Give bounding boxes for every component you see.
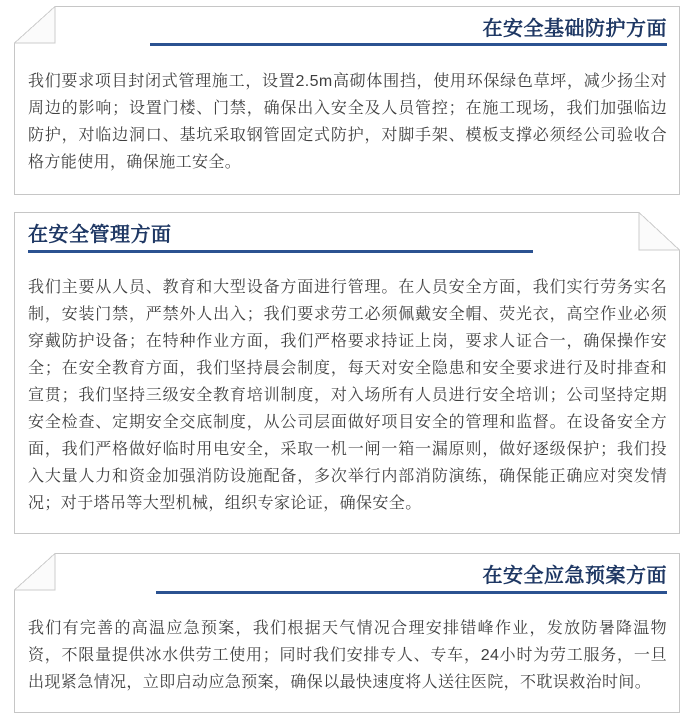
section-title: 在安全基础防护方面	[482, 18, 667, 40]
section-card-safety-management	[14, 212, 680, 534]
section-card-basic-protection	[14, 6, 680, 195]
section-body: 我们要求项目封闭式管理施工，设置2.5m高砌体围挡，使用环保绿色草坪，减少扬尘对周边的影响；设置门楼、门禁，确保出入安全及人员管控；在施工现场，我们加强临边防护，对临边洞口、基坑采取钢管固定式防护，对脚手架、模板支撑必须经公司验收合格方能使用，确保施工安全。	[28, 73, 667, 171]
section-title: 在安全应急预案方面	[482, 565, 667, 587]
section-body: 我们有完善的高温应急预案，我们根据天气情况合理安排错峰作业，发放防暑降温物资，不限量提供冰水供劳工使用；同时我们安排专人、专车，24小时为劳工服务，一旦出现紧急情况，立即启动应急预案，确保以最快速度将人送往医院，不耽误救治时间。	[28, 620, 667, 691]
section-title: 在安全管理方面	[28, 224, 172, 246]
section-body: 我们主要从人员、教育和大型设备方面进行管理。在人员安全方面，我们实行劳务实名制，安装门禁，严禁外人出入；我们要求劳工必须佩戴安全帽、荧光衣，高空作业必须穿戴防护设备；在特种作业方面，我们严格要求持证上岗，要求人证合一，确保操作安全；在安全教育方面，我们坚持晨会制度，每天对安全隐患和安全要求进行及时排查和宣贯；我们坚持三级安全教育培训制度，对入场所有人员进行安全培训；公司坚持定期安全检查、定期安全交底制度，从公司层面做好项目安全的管理和监督。在设备安全方面，我们严格做好临时用电安全，采取一机一闸一箱一漏原则，做好逐级保护；我们投入大量人力和资金加强消防设施配备，多次举行内部消防演练，确保能正确应对突发情况；对于塔吊等大型机械，组织专家论证，确保安全。	[28, 279, 667, 512]
section-card-emergency-plan	[14, 553, 680, 713]
title-underline	[28, 250, 533, 253]
title-underline	[150, 43, 667, 46]
title-underline	[156, 591, 667, 594]
